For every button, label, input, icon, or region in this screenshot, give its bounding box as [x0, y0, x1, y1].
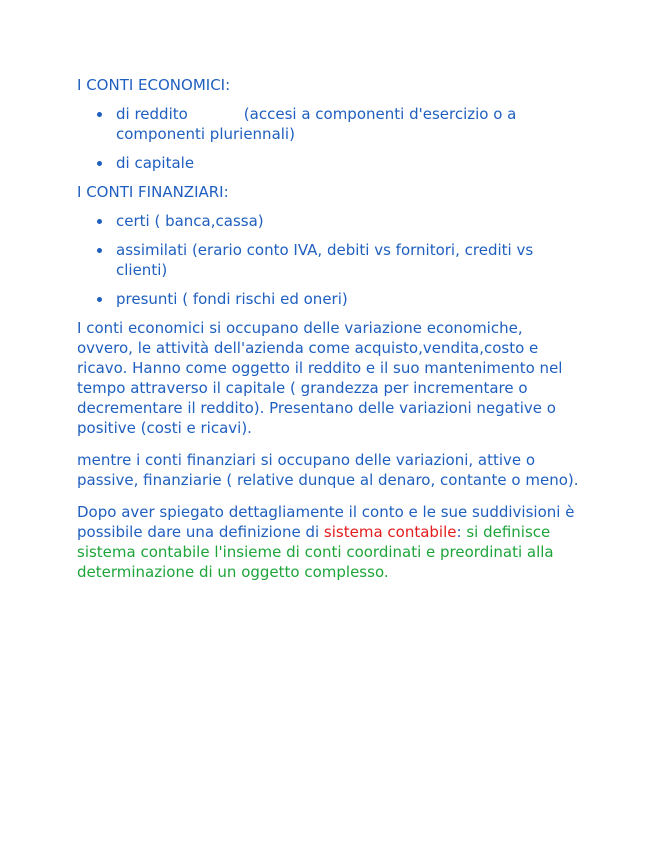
list-item-note: (accesi a componenti d'esercizio o a componenti pluriennali) [116, 105, 517, 143]
list-item-label: certi ( banca,cassa) [116, 212, 264, 230]
heading-conti-finanziari: I CONTI FINANZIARI: [77, 183, 229, 201]
list-item [77, 153, 582, 173]
definition-colon: : [456, 523, 467, 541]
bullet-icon [97, 248, 102, 253]
document-page [77, 75, 582, 594]
list-item-label: assimilati (erario conto IVA, debiti vs fornitori, crediti vs clienti) [116, 241, 534, 279]
bullet-icon [97, 112, 102, 117]
bullet-icon [97, 297, 102, 302]
bullet-icon [97, 161, 102, 166]
definition-intro: Dopo aver spiegato dettagliamente il conto e le sue suddivisioni è possibile dare una definizione di [77, 503, 575, 541]
list-conti-finanziari [77, 211, 582, 309]
list-item-label: di reddito [116, 105, 188, 123]
bullet-icon [97, 219, 102, 224]
heading-conti-economici: I CONTI ECONOMICI: [77, 76, 231, 94]
paragraph-conti-finanziari: mentre i conti finanziari si occupano delle variazioni, attive o passive, finanziarie ( relative dunque al denaro, contante o meno). [77, 451, 579, 489]
list-item [77, 104, 582, 144]
term-sistema-contabile: sistema contabile [323, 523, 457, 541]
list-item [77, 289, 582, 309]
definition-text: si definisce sistema contabile l'insieme di conti coordinati e preordinati alla determinazione di un oggetto complesso. [77, 523, 554, 581]
paragraph-sistema-contabile [77, 502, 582, 582]
list-item-label: di capitale [116, 154, 195, 172]
list-item [77, 240, 582, 280]
paragraph-conti-economici: I conti economici si occupano delle variazione economiche, ovvero, le attività dell'azienda come acquisto,vendita,costo e ricavo. Hanno come oggetto il reddito e il suo mantenimento nel tempo attraverso il capitale ( grandezza per incrementare o decrementare il reddito). Presentano delle variazioni negative o positive (costi e ricavi). [77, 319, 563, 437]
list-conti-economici [77, 104, 582, 173]
list-item-label: presunti ( fondi rischi ed oneri) [116, 290, 348, 308]
list-item [77, 211, 582, 231]
